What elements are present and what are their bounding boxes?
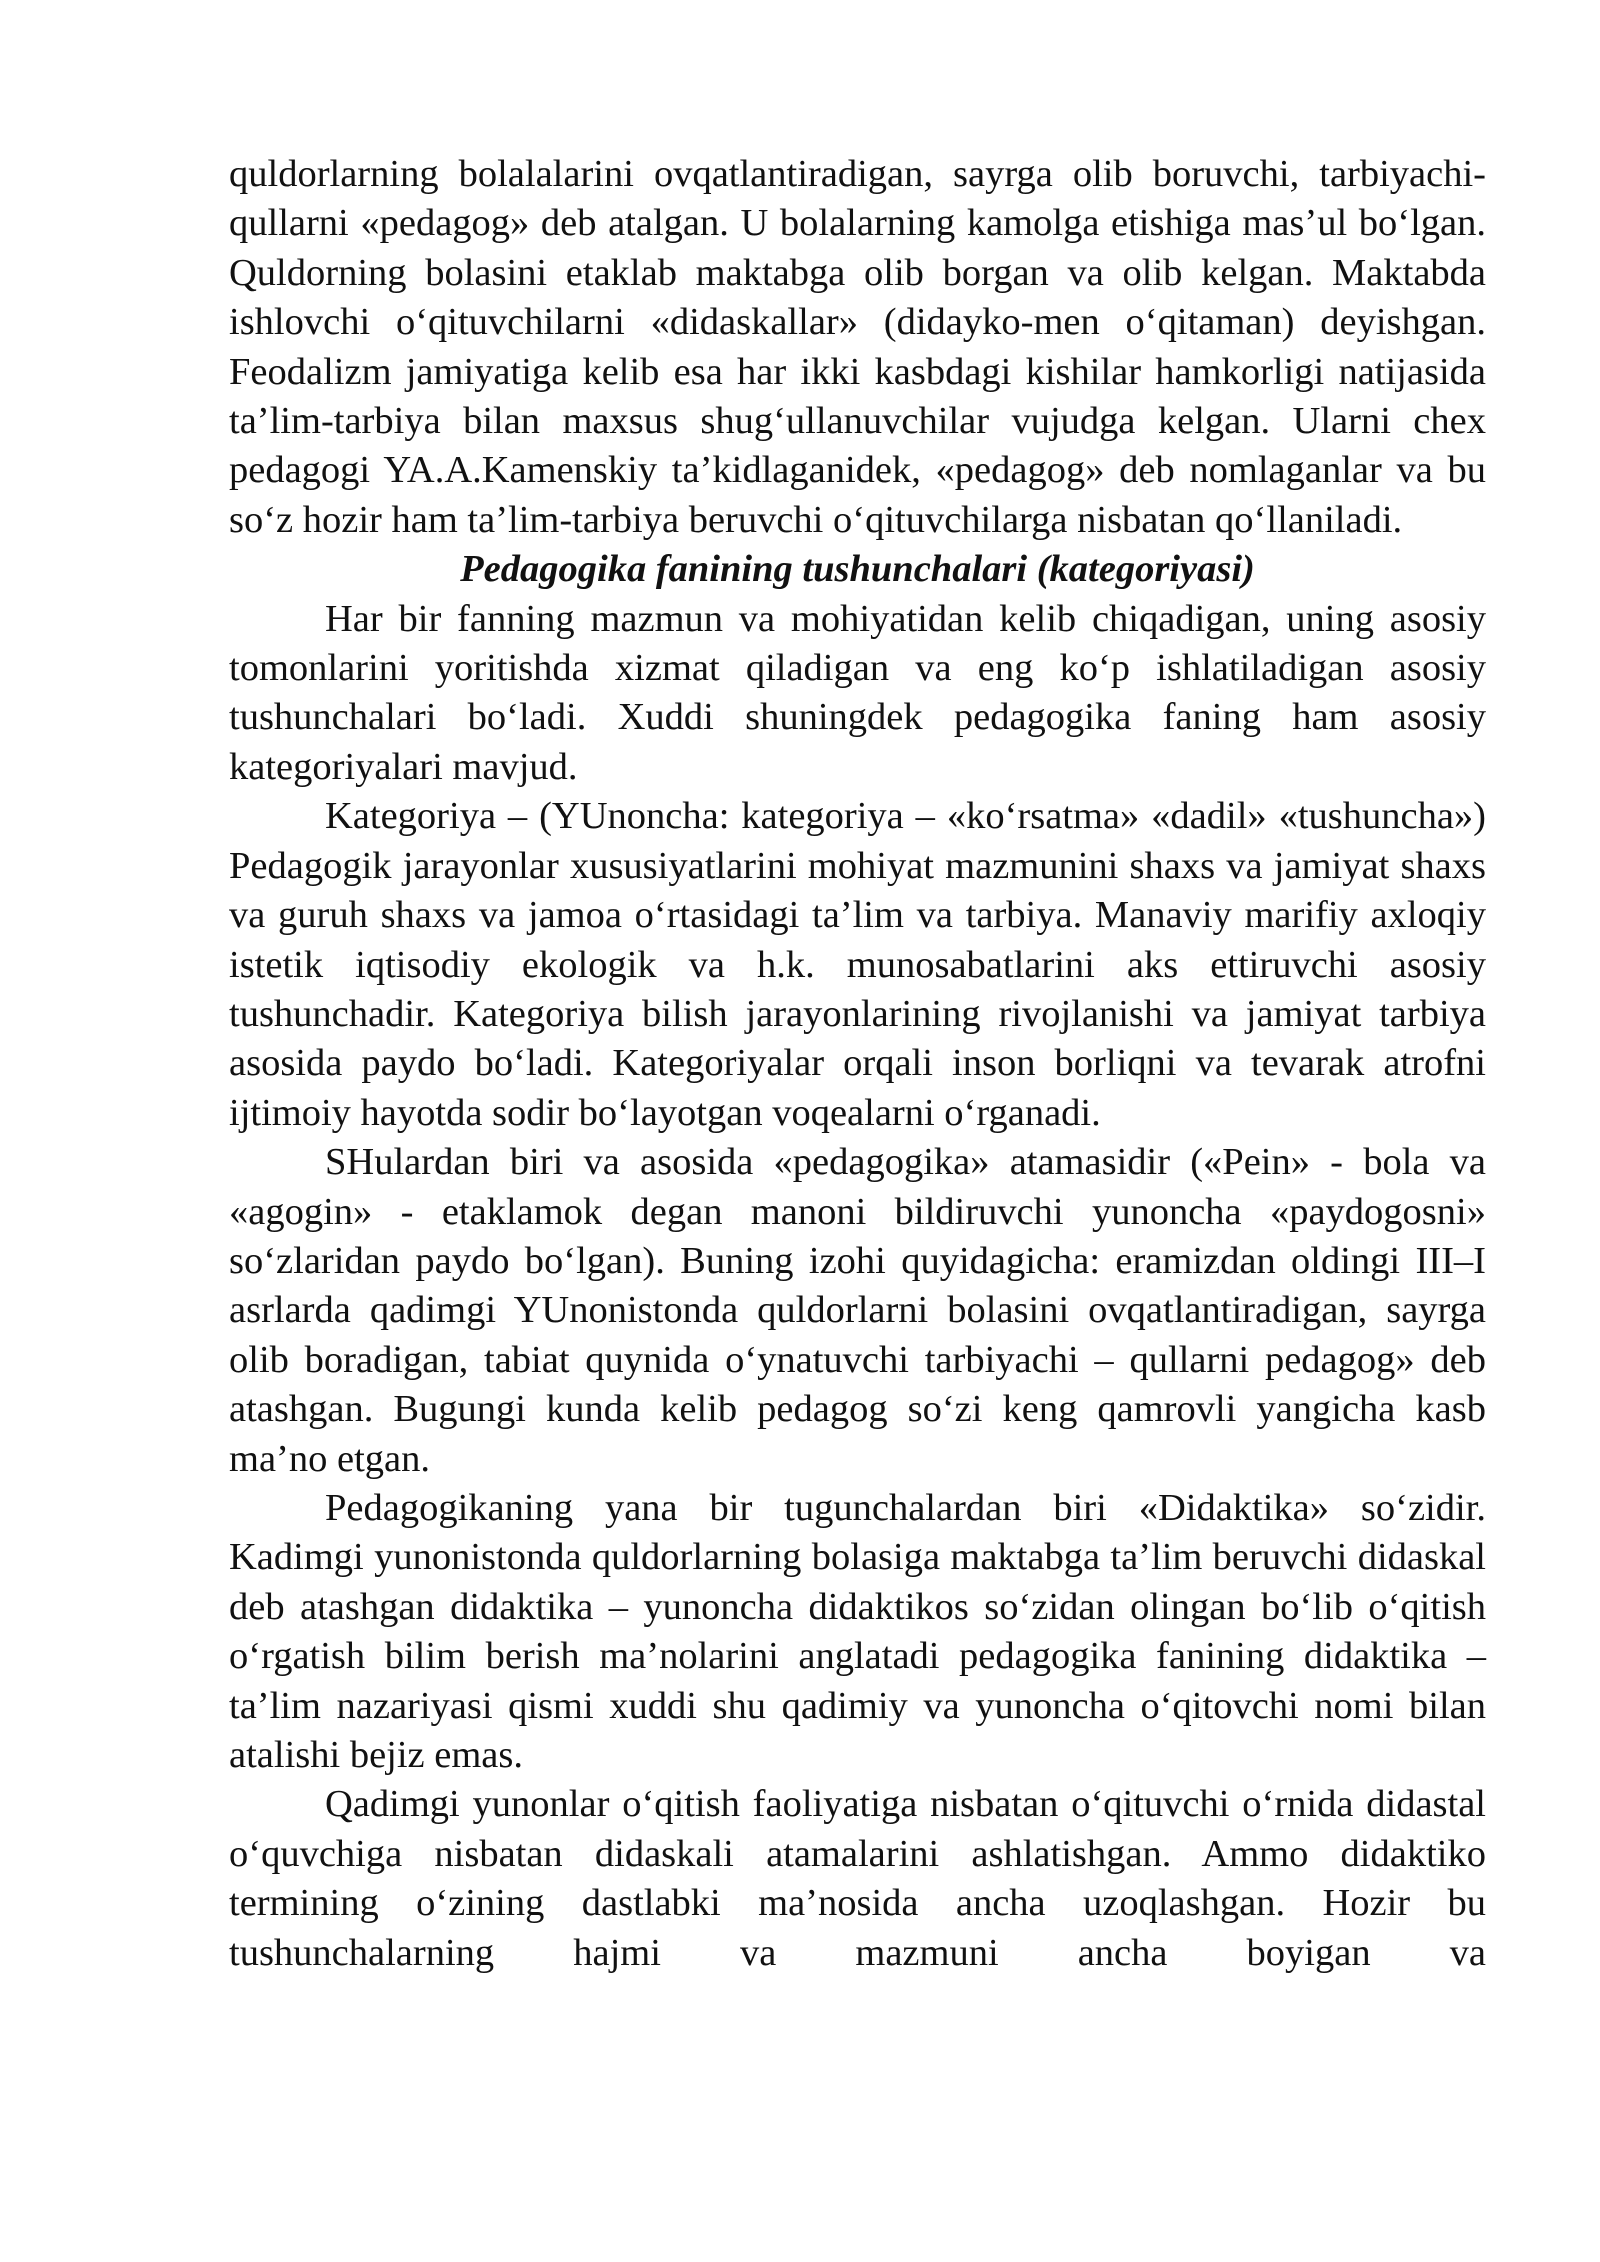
paragraph-didaktika: Pedagogikaning yana bir tugunchalardan biri «Didaktika» so‘zidir. Kadimgi yunonistonda quldorlarning bolasiga maktabga ta’lim beruvchi didaskal deb atashgan didaktika – yunoncha didaktikos so‘zidan olingan bo‘lib o‘qitish o‘rgatish bilim berish ma’nolarini anglatadi pedagogika fanining didaktika – ta’lim nazariyasi qismi xuddi shu qadimiy va yunoncha o‘qitovchi nomi bilan atalishi bejiz emas. [229,1486,1486,1776]
paragraph-qadimgi-yunonlar: Qadimgi yunonlar o‘qitish faoliyatiga nisbatan o‘qituvchi o‘rnida didastal o‘quvchiga nisbatan didaskali atamalarini ashlatishgan. Ammo didaktiko termining o‘zining dastlabki ma’nosida ancha uzoqlashgan. Hozir bu tushunchalarning hajmi va mazmuni ancha boyigan va [229,1783,1486,1974]
paragraph-pedagog-origin: quldorlarning bolalalarini ovqatlantiradigan, sayrga olib boruvchi, tarbiyachi-qullarni «pedagog» deb atalgan. U bolalarning kamolga etishiga mas’ul bo‘lgan. Quldorning bolasini etaklab maktabga olib borgan va olib kelgan. Maktabda ishlovchi o‘qituvchilarni «didaskallar» (didayko-men o‘qitaman) deyishgan. Feodalizm jamiyatiga kelib esa har ikki kasbdagi kishilar hamkorligi natijasida ta’lim-tarbiya bilan maxsus shug‘ullanuvchilar vujudga kelgan. Ularni chex pedagogi YA.A.Kamenskiy ta’kidlaganidek, «pedagog» deb nomlaganlar va bu so‘z hozir ham ta’lim-tarbiya beruvchi o‘qituvchilarga nisbatan qo‘llaniladi. [229,153,1486,541]
section-heading: Pedagogika fanining tushunchalari (kategoriyasi) [460,548,1255,591]
document-page [229,150,1486,1978]
paragraph-pedagogika-atamasi: SHulardan biri va asosida «pedagogika» atamasidir («Pein» - bola va «agogin» - etaklamok degan manoni bildiruvchi yunoncha «paydogosni» so‘zlaridan paydo bo‘lgan). Buning izohi quyidagicha: eramizdan oldingi III–I asrlarda qadimgi YUnonistonda quldorlarni bolasini ovqatlantiradigan, sayrga olib boradigan, tabiat quynida o‘ynatuvchi tarbiyachi – qullarni pedagog» deb atashgan. Bugungi kunda kelib pedagog so‘zi keng qamrovli yangicha kasb ma’no etgan. [229,1141,1486,1480]
paragraph-kategoriya: Kategoriya – (YUnoncha: kategoriya – «ko‘rsatma» «dadil» «tushuncha») Pedagogik jarayonlar xususiyatlarini mohiyat mazmunini shaxs va jamiyat shaxs va guruh shaxs va jamoa o‘rtasidagi ta’lim va tarbiya. Manaviy marifiy axloqiy istetik iqtisodiy ekologik va h.k. munosabatlarini aks ettiruvchi asosiy tushunchadir. Kategoriya bilish jarayonlarining rivojlanishi va jamiyat tarbiya asosida paydo bo‘ladi. Kategoriyalar orqali inson borliqni va tevarak atrofni ijtimoiy hayotda sodir bo‘layotgan voqealarni o‘rganadi. [229,795,1486,1134]
paragraph-fan-tushunchalari: Har bir fanning mazmun va mohiyatidan kelib chiqadigan, uning asosiy tomonlarini yoritishda xizmat qiladigan va eng ko‘p ishlatiladigan asosiy tushunchalari bo‘ladi. Xuddi shuningdek pedagogika faning ham asosiy kategoriyalari mavjud. [229,597,1486,788]
